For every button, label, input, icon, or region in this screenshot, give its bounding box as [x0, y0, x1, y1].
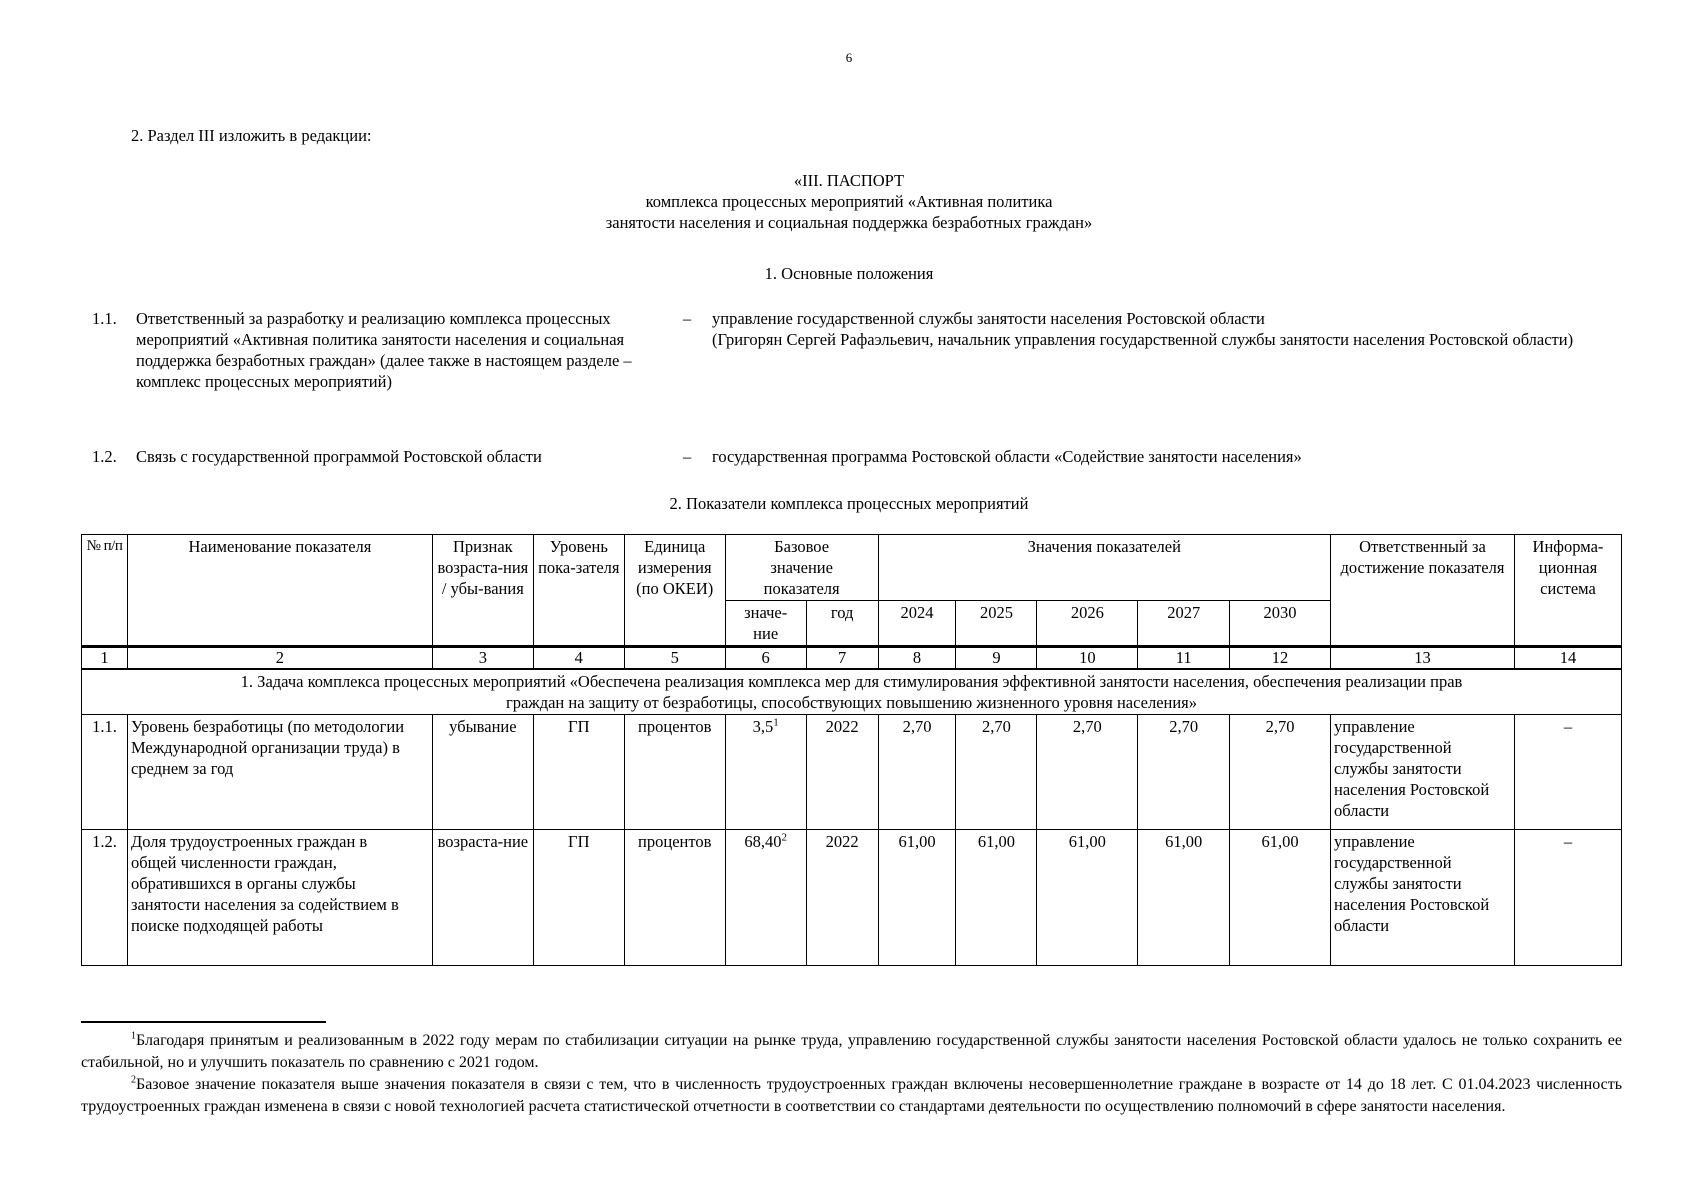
- row-2-responsible: управление государственной службы занятости населения Ростовской области: [1330, 830, 1514, 966]
- task-text: 1. Задача комплекса процессных мероприятий «Обеспечена реализация комплекса мер для стимулирования эффективной занятости населения, обеспечения реализации прав граждан на защиту от безработицы, способствующих повышению жизненного уровня населения»: [82, 669, 1622, 715]
- row-1-level: ГП: [533, 715, 624, 830]
- footnote-ref-2: 2: [781, 831, 787, 844]
- column-number: 10: [1037, 647, 1138, 670]
- item-1-2-dash: –: [683, 447, 692, 466]
- title-line-3: занятости населения и социальная поддержка безработных граждан»: [605, 213, 1093, 232]
- header-level: Уровень пока-зателя: [533, 535, 624, 647]
- header-name: Наименование показателя: [127, 535, 432, 647]
- row-2-infosystem: –: [1514, 830, 1621, 966]
- row-1-base-value: $3,5^1$: [725, 715, 806, 830]
- header-num: № п/п: [82, 535, 128, 647]
- row-1-sign: убывание: [432, 715, 533, 830]
- row-1-value-2024: 2,70: [878, 715, 956, 830]
- row-2-base-value: 68,40$^2$: [725, 830, 806, 966]
- footnotes: [81, 1030, 1622, 1118]
- row-2-value-2027: 61,00: [1138, 830, 1230, 966]
- column-number: 14: [1514, 647, 1621, 670]
- header-base: Базовое значение показателя: [725, 535, 878, 601]
- header-year-2025: 2025: [956, 601, 1037, 647]
- intro-text: 2. Раздел III изложить в редакции:: [131, 126, 372, 145]
- section1-heading: 1. Основные положения: [764, 264, 934, 283]
- column-number: 5: [624, 647, 725, 670]
- footnote-1-text: Благодаря принятым и реализованным в 2022 году мерам по стабилизации ситуации на рынке труда, управлению государственной службы занятости населения Ростовской области удалось не только сохранить ее стабильной, но и улучшить показатель по сравнению с 2021 годом.: [81, 1032, 1622, 1071]
- row-2-num: 1.2.: [82, 830, 128, 966]
- row-1-responsible: управление государственной службы занятости населения Ростовской области: [1330, 715, 1514, 830]
- column-number: 11: [1138, 647, 1230, 670]
- column-number: 7: [806, 647, 878, 670]
- row-2-level: ГП: [533, 830, 624, 966]
- footnote-1: [81, 1030, 1622, 1074]
- column-number: 13: [1330, 647, 1514, 670]
- passport-title: [0, 170, 1698, 233]
- column-number: 3: [432, 647, 533, 670]
- item-1-1-dash: –: [683, 309, 692, 328]
- header-year-2027: 2027: [1138, 601, 1230, 647]
- page-number: 6: [845, 50, 853, 65]
- footnote-ref-1: 1: [773, 716, 779, 729]
- column-number: 12: [1230, 647, 1331, 670]
- header-base-year: год: [806, 601, 878, 647]
- title-line-1: «III. ПАСПОРТ: [793, 171, 905, 190]
- column-number: 2: [127, 647, 432, 670]
- row-2-value-2026: 61,00: [1037, 830, 1138, 966]
- footnote-2-text: Базовое значение показателя выше значения показателя в связи с тем, что в численность трудоустроенных граждан включены несовершеннолетние граждане в возрасте от 14 до 18 лет. С 01.04.2023 численность трудоустроенных граждан изменена в связи с новой технологией расчета статистической отчетности в соответствии со стандартами деятельности по осуществлению полномочий в сфере занятости населения.: [81, 1076, 1622, 1115]
- column-number: 4: [533, 647, 624, 670]
- row-2-base-year: 2022: [806, 830, 878, 966]
- row-1-name: Уровень безработицы (по методологии Международной организации труда) в среднем за год: [127, 715, 432, 830]
- footnote-mark-1: 1: [131, 1030, 136, 1042]
- header-year-2026: 2026: [1037, 601, 1138, 647]
- row-2-unit: процентов: [624, 830, 725, 966]
- column-number: 8: [878, 647, 956, 670]
- item-1-2-number: 1.2.: [92, 447, 117, 466]
- header-year-2030: 2030: [1230, 601, 1331, 647]
- row-1-value-2030: 2,70: [1230, 715, 1331, 830]
- row-2-name: Доля трудоустроенных граждан в общей численности граждан, обратившихся в органы службы занятости населения за содействием в поиске подходящей работы: [127, 830, 432, 966]
- row-1-value-2025: 2,70: [956, 715, 1037, 830]
- row-1-unit: процентов: [624, 715, 725, 830]
- row-1-infosystem: –: [1514, 715, 1621, 830]
- column-number: 9: [956, 647, 1037, 670]
- item-1-1-label: Ответственный за разработку и реализацию комплекса процессных мероприятий «Активная политика занятости населения и социальная поддержка безработных граждан» (далее также в настоящем разделе – комплекс процессных мероприятий): [136, 309, 632, 391]
- item-1-2-label: Связь с государственной программой Ростовской области: [136, 447, 542, 466]
- item-1-2-value: государственная программа Ростовской области «Содействие занятости населения»: [712, 447, 1302, 466]
- row-1-num: 1.1.: [82, 715, 128, 830]
- table-row: [82, 715, 1622, 830]
- footnote-2: [81, 1074, 1622, 1118]
- row-1-value-2026: 2,70: [1037, 715, 1138, 830]
- column-numbers-row: [82, 647, 1622, 670]
- item-1-1-number: 1.1.: [92, 309, 117, 328]
- title-line-2: комплекса процессных мероприятий «Активная политика: [645, 192, 1053, 211]
- header-unit: Единица измерения (по ОКЕИ): [624, 535, 725, 647]
- header-responsible: Ответственный за достижение показателя: [1330, 535, 1514, 647]
- footnote-separator: [81, 1021, 326, 1023]
- item-1-1-value-line1: управление государственной службы занятости населения Ростовской области: [712, 309, 1265, 328]
- column-number: 1: [82, 647, 128, 670]
- row-1-value-2027: 2,70: [1138, 715, 1230, 830]
- item-1-1-value-line2: (Григорян Сергей Рафаэльевич, начальник управления государственной службы занятости населения Ростовской области): [712, 330, 1574, 349]
- header-values: Значения показателей: [878, 535, 1330, 601]
- row-2-value-2025: 61,00: [956, 830, 1037, 966]
- header-base-value: значе-ние: [725, 601, 806, 647]
- indicators-table: [81, 534, 1622, 966]
- header-sign: Признак возраста-ния / убы-вания: [432, 535, 533, 647]
- column-number: 6: [725, 647, 806, 670]
- row-2-value-2024: 61,00: [878, 830, 956, 966]
- section2-heading: 2. Показатели комплекса процессных мероприятий: [669, 494, 1029, 513]
- header-infosystem: Информа-ционная система: [1514, 535, 1621, 647]
- row-1-base-year: 2022: [806, 715, 878, 830]
- item-1-1-value: [712, 308, 1622, 350]
- table-row: [82, 830, 1622, 966]
- row-2-sign: возраста-ние: [432, 830, 533, 966]
- footnote-mark-2: 2: [131, 1074, 136, 1086]
- header-year-2024: 2024: [878, 601, 956, 647]
- task-row: [82, 669, 1622, 715]
- row-2-value-2030: 61,00: [1230, 830, 1331, 966]
